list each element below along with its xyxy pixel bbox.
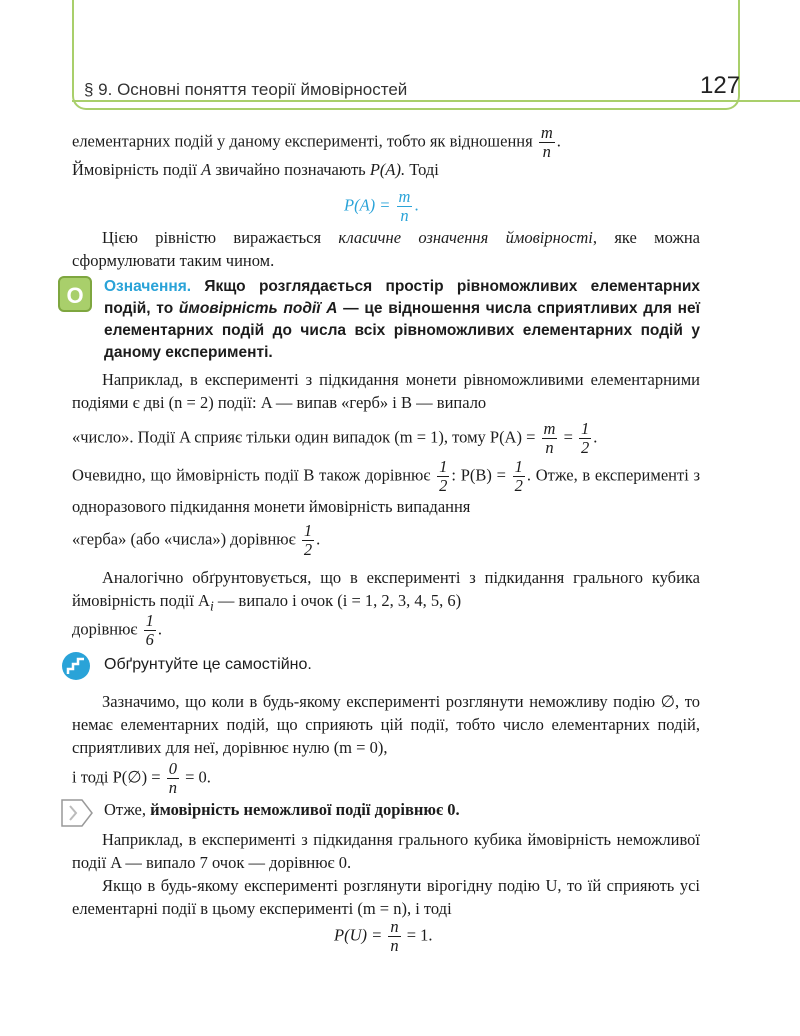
paragraph-4: Наприклад, в експерименті з підкидання монети рівноможливими елементарними подіями є дві (n = 2) події: A — випав «герб» і B — випало [72,370,700,412]
formula-classic-probability: P(A) = $\frac{m}{n}$ . [344,187,419,225]
self-check-icon [62,652,90,680]
p1-text: елементарних подій у даному експерименті, тобто як відношення [72,131,533,151]
fraction-m-n: $\frac{m}{n}$ [540,123,553,161]
paragraph-7: Зазначимо, що коли в будь-якому експерименті розглянути неможливу подію ∅, то немає елементарних подій, що сприяють цій події, тобто число елементарних подій, сприятливих для неї, дорівнює нулю (m = 0), [72,692,700,757]
paragraph-8: Наприклад, в експерименті з підкидання грального кубика ймовірність неможливої події A — випало 7 очок — дорівнює 0. [72,830,700,872]
paragraph-6-end: дорівнює $\frac{1}{6}$ . [72,611,163,649]
paragraph-7-end: і тоді P(∅) = $\frac{0}{n}$ = 0. [72,759,211,797]
definition-icon: О [58,276,92,312]
self-check-text: Обґрунтуйте це самостійно. [104,656,312,673]
page-number: 127 [700,72,741,99]
header-rule [72,100,800,102]
conclusion: Отже, ймовірність неможливої події дорівнює 0. [104,800,460,819]
paragraph-5-end: «герба» (або «числа») дорівнює $\frac{1}{2}$ . [72,521,321,559]
conclusion-arrow-icon [60,798,94,828]
paragraph-1: елементарних подій у даному експерименті, тобто як відношення $\frac{m}{n}$ . [72,123,561,161]
paragraph-2: Ймовірність події A звичайно позначають P(A). Тоді [72,160,439,179]
paragraph-4-line2: «число». Події A сприяє тільки один випадок (m = 1), тому P(A) = $\frac{m}{n}$ = $\frac{1}{2}$ . [72,419,598,457]
definition-block: Означення. Якщо розглядається простір рівноможливих елементарних подій, то ймовірність події A — це відношення числа сприятливих для неї елементарних подій до числа всіх рівноможливих елементарних подій у даному експерименті. [104,278,701,361]
paragraph-5: Очевидно, що ймовірність події B також дорівнює $\frac{1}{2}$ : P(B) = $\frac{1}{2}$ . Отже, в експерименті з одноразового підкидання монети ймовірність випадання [72,457,701,516]
page-title: § 9. Основні поняття теорії ймовірностей [84,80,408,99]
paragraph-9: Якщо в будь-якому експерименті розглянути вірогідну подію U, то їй сприяють усі елементарні події в цьому експерименті (m = n), і тоді [72,876,700,918]
paragraph-3: Цією рівністю виражається класичне означення ймовірності, яке можна сформулювати таким чином. [72,228,700,270]
paragraph-6: Аналогічно обґрунтовується, що в експерименті з підкидання грального кубика ймовірність події $A_i$ — випало i очок (i = 1, 2, 3, 4, 5, 6) [72,568,700,614]
formula-certain-event: P(U) = $\frac{n}{n}$ = 1. [334,917,433,955]
